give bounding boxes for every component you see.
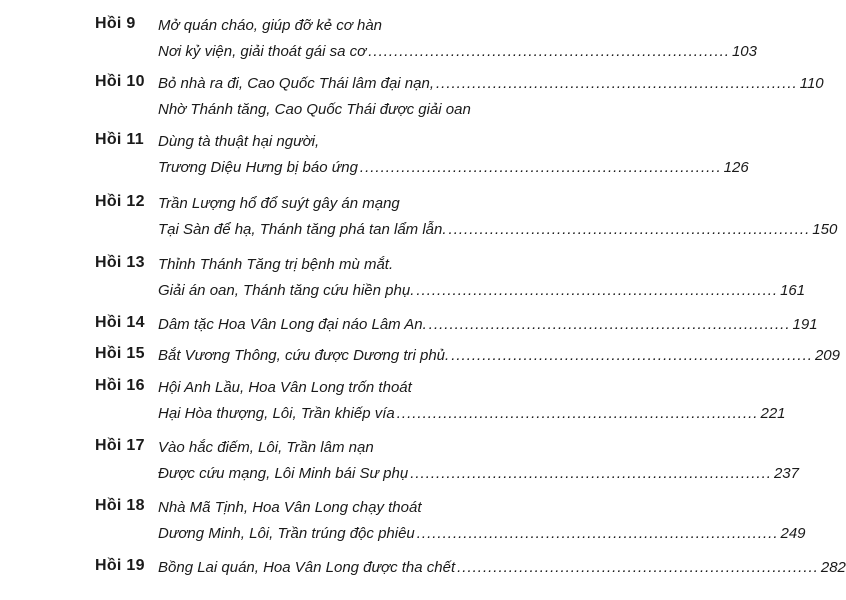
chapter-title-line <box>158 378 503 398</box>
page-number: 221 <box>760 405 786 422</box>
chapter-title-line <box>158 524 806 544</box>
page-number: 126 <box>723 159 749 176</box>
chapter-number: Hồi 11 <box>95 131 144 148</box>
page-number: 110 <box>799 75 824 92</box>
chapter-title-line <box>158 464 799 484</box>
chapter-number: Hồi 9 <box>95 15 136 32</box>
chapter-title-text: Dâm tặc Hoa Vân Long đại náo Lâm An. <box>158 316 427 333</box>
chapter-title-text: Bồng Lai quán, Hoa Vân Long được tha chết <box>158 559 456 576</box>
chapter-number: Hồi 16 <box>95 377 145 394</box>
chapter-title-text: Bỏ nhà ra đi, Cao Quốc Thái lâm đại nạn, <box>158 75 434 92</box>
chapter-title-text: Được cứu mạng, Lôi Minh bái Sư phụ <box>158 465 409 482</box>
chapter-title-line <box>158 404 786 424</box>
chapter-title-line <box>158 74 824 94</box>
chapter-title-line <box>158 315 818 335</box>
leader-dots: ...................................................................... <box>457 559 819 576</box>
chapter-title-text: Giải án oan, Thánh tăng cứu hiền phụ. <box>158 282 415 299</box>
chapter-number: Hồi 18 <box>95 497 145 514</box>
chapter-title-text: Mở quán cháo, giúp đỡ kẻ cơ hàn <box>158 17 383 34</box>
chapter-number: Hồi 14 <box>95 314 145 331</box>
chapter-title-text: Hội Anh Lầu, Hoa Vân Long trốn thoát <box>158 379 412 396</box>
page-number: 191 <box>792 316 818 333</box>
chapter-title-text: Trần Lượng hổ đổ suýt gây án mạng <box>158 195 400 212</box>
chapter-title-text: Dùng tà thuật hại người, <box>158 133 320 150</box>
chapter-title-text: Vào hắc điếm, Lôi, Trần lâm nạn <box>158 439 374 456</box>
leader-dots: ...................................................................... <box>451 347 813 364</box>
chapter-title-line <box>158 438 503 458</box>
chapter-title-text: Trương Diệu Hưng bị báo ứng <box>158 159 358 176</box>
chapter-number: Hồi 17 <box>95 437 145 454</box>
chapter-title-line <box>158 100 503 120</box>
chapter-title-line <box>158 16 503 36</box>
chapter-number: Hồi 10 <box>95 73 145 90</box>
leader-dots: ...................................................................... <box>396 405 759 422</box>
chapter-title-line <box>158 132 503 152</box>
leader-dots: ...................................................................... <box>416 282 779 299</box>
chapter-title-text: Tại Sàn để hạ, Thánh tăng phá tan lẩm lẫn. <box>158 221 447 238</box>
chapter-title-line <box>158 220 838 240</box>
chapter-title-text: Nơi kỷ viện, giải thoát gái sa cơ <box>158 43 367 60</box>
page-number: 161 <box>780 282 806 299</box>
chapter-title-line <box>158 194 503 214</box>
chapter-title-line <box>158 42 757 62</box>
page-number: 237 <box>773 465 799 482</box>
chapter-title-line <box>158 558 846 578</box>
leader-dots: ...................................................................... <box>410 465 772 482</box>
leader-dots: ...................................................................... <box>368 43 730 60</box>
leader-dots: ...................................................................... <box>428 316 791 333</box>
chapter-title-text: Bắt Vương Thông, cứu được Dương tri phủ. <box>158 347 450 364</box>
chapter-number: Hồi 15 <box>95 345 145 362</box>
chapter-title-text: Hại Hòa thượng, Lôi, Trần khiếp vía <box>158 405 395 422</box>
chapter-title-text: Nhờ Thánh tăng, Cao Quốc Thái được giải oan <box>158 101 471 118</box>
page-number: 282 <box>820 559 846 576</box>
leader-dots: ...................................................................... <box>359 159 722 176</box>
chapter-title-text: Dương Minh, Lôi, Trần trúng độc phiêu <box>158 525 415 542</box>
page-number: 209 <box>814 347 840 364</box>
chapter-title-line <box>158 158 749 178</box>
page-number: 249 <box>780 525 806 542</box>
chapter-title-text: Nhà Mã Tịnh, Hoa Vân Long chạy thoát <box>158 499 422 516</box>
leader-dots: ...................................................................... <box>448 221 811 238</box>
chapter-number: Hồi 19 <box>95 557 145 574</box>
chapter-title-line <box>158 498 503 518</box>
chapter-title-line <box>158 281 806 301</box>
chapter-number: Hồi 13 <box>95 254 145 271</box>
chapter-title-text: Thỉnh Thánh Tăng trị bệnh mù mắt. <box>158 256 394 273</box>
chapter-title-line <box>158 346 840 366</box>
page-number: 150 <box>812 221 838 238</box>
chapter-number: Hồi 12 <box>95 193 145 210</box>
leader-dots: ...................................................................... <box>436 75 798 92</box>
page-number: 103 <box>731 43 757 60</box>
chapter-title-line <box>158 255 503 275</box>
leader-dots: ...................................................................... <box>416 525 779 542</box>
